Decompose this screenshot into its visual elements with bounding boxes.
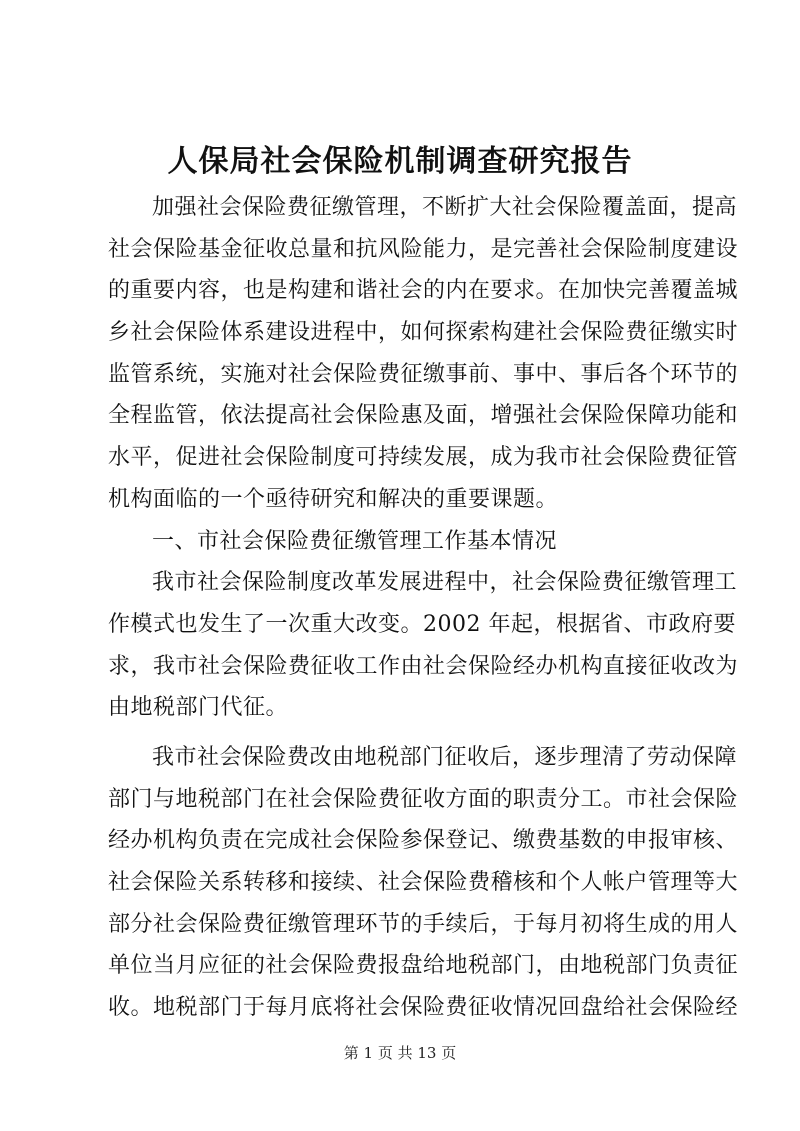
body-line: 我市社会保险费改由地税部门征收后，逐步理清了劳动保障 (152, 744, 738, 770)
document-body (108, 187, 739, 1029)
body-line: 社会保险关系转移和接续、社会保险费稽核和个人帐户管理等大 (108, 870, 739, 895)
body-line: 社会保险基金征收总量和抗风险能力，是完善社会保险制度建设 (108, 236, 739, 262)
body-line: 由地税部门代征。 (108, 695, 289, 721)
body-line: 单位当月应征的社会保险费报盘给地税部门，由地税部门负责征 (108, 953, 739, 979)
body-line: 我市社会保险制度改革发展进程中，社会保险费征缴管理工 (152, 570, 738, 596)
body-line: 作模式也发生了一次重大改变。2002 年起，根据省、市政府要 (108, 611, 736, 637)
body-line: 部门与地税部门在社会保险费征收方面的职责分工。市社会保险 (108, 786, 739, 812)
page-footer: 第 1 页 共 13 页 (343, 1044, 457, 1062)
body-line: 监管系统，实施对社会保险费征缴事前、事中、事后各个环节的 (108, 361, 739, 387)
body-line: 求，我市社会保险费征收工作由社会保险经办机构直接征收改为 (108, 653, 739, 679)
body-line: 乡社会保险体系建设进程中，如何探索构建社会保险费征缴实时 (108, 320, 739, 346)
body-line: 的重要内容，也是构建和谐社会的内在要求。在加快完善覆盖城 (108, 278, 739, 304)
body-line: 加强社会保险费征缴管理，不断扩大社会保险覆盖面，提高 (152, 195, 738, 220)
body-line: 全程监管，依法提高社会保险惠及面，增强社会保险保障功能和 (108, 403, 739, 429)
section-heading: 一、市社会保险费征缴管理工作基本情况 (152, 528, 558, 554)
body-line: 收。地税部门于每月底将社会保险费征收情况回盘给社会保险经 (108, 995, 739, 1021)
body-line: 机构面临的一个亟待研究和解决的重要课题。 (108, 486, 559, 512)
body-line: 水平，促进社会保险制度可持续发展，成为我市社会保险费征管 (108, 445, 739, 471)
body-line: 部分社会保险费征缴管理环节的手续后，于每月初将生成的用人 (108, 911, 739, 937)
body-line: 经办机构负责在完成社会保险参保登记、缴费基数的申报审核、 (108, 828, 739, 854)
document-title: 人保局社会保险机制调查研究报告 (167, 144, 633, 179)
